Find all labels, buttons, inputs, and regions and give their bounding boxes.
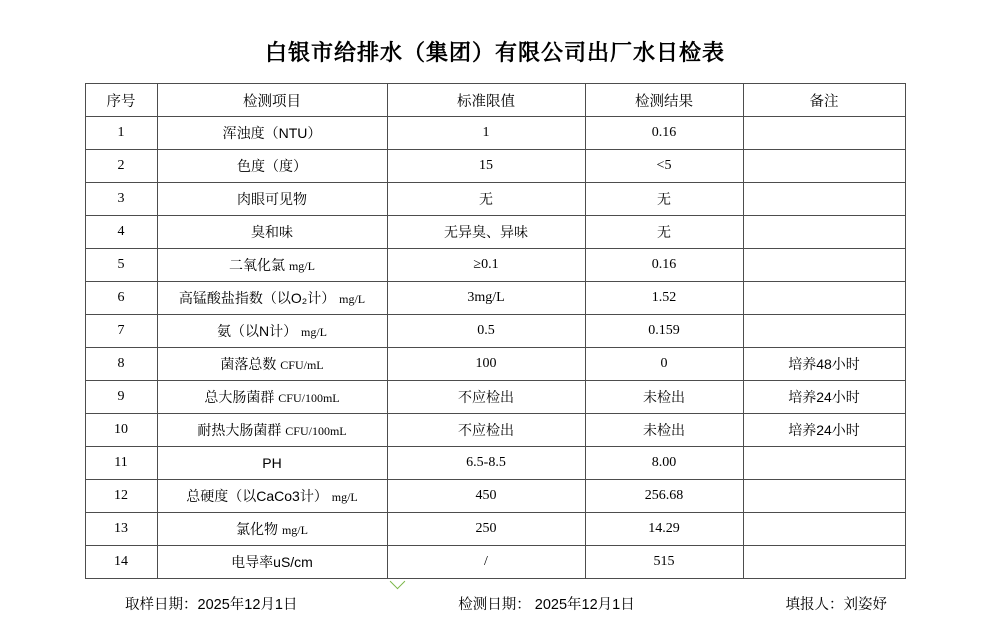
cell-standard: 3mg/L [387,282,585,315]
table-row [85,216,905,249]
cell-note [743,447,905,480]
cell-result: 未检出 [585,414,743,447]
item-name: 总大肠菌群 [204,389,275,405]
item-name: 肉眼可见物 [237,191,307,207]
cell-item [157,150,387,183]
column-header-no: 序号 [85,84,157,117]
table-row [85,117,905,150]
cell-standard: ≥0.1 [387,249,585,282]
table-row [85,546,905,579]
cell-note [743,117,905,150]
item-unit: mg/L [288,259,315,273]
cell-item [157,282,387,315]
item-unit: CFU/100mL [278,391,340,405]
cell-no: 12 [85,480,157,513]
table-row [85,249,905,282]
table-row [85,348,905,381]
cell-standard: 15 [387,150,585,183]
table-row [85,480,905,513]
cell-result: 0.16 [585,117,743,150]
cell-no: 3 [85,183,157,216]
cell-item [157,249,387,282]
cell-result: <5 [585,150,743,183]
item-name: 菌落总数 [220,356,277,372]
table-row [85,414,905,447]
page-title: 白银市给排水（集团）有限公司出厂水日检表 [264,40,725,65]
table-row [85,183,905,216]
cell-item [157,183,387,216]
cell-item [157,414,387,447]
cell-item [157,315,387,348]
item-name: 高锰酸盐指数（以O₂计） [178,290,336,306]
cell-note [743,513,905,546]
item-unit: mg/L [301,325,327,339]
cell-result: 0.16 [585,249,743,282]
table-header [85,84,905,117]
cell-note [743,150,905,183]
cell-no: 13 [85,513,157,546]
item-name: 电导率uS/cm [231,554,313,570]
item-unit: CFU/100mL [285,424,347,438]
cell-item [157,513,387,546]
cell-no: 5 [85,249,157,282]
cell-note [743,282,905,315]
cell-item [157,381,387,414]
reporter-name: 填报人：刘姿妤 [785,597,887,613]
cell-note [743,546,905,579]
cell-note [743,183,905,216]
item-name: 臭和味 [251,224,293,240]
cell-standard: 无 [387,183,585,216]
water-quality-table [85,83,906,579]
sampling-date: 取样日期：2025年12月1日 [125,597,298,613]
cell-no: 1 [85,117,157,150]
cell-no: 10 [85,414,157,447]
cell-note [743,480,905,513]
item-name: 色度（度） [237,158,307,174]
cell-result: 未检出 [585,381,743,414]
cell-result: 515 [585,546,743,579]
cell-no: 7 [85,315,157,348]
table-row [85,282,905,315]
cell-no: 2 [85,150,157,183]
table-body [85,117,905,579]
cell-no: 11 [85,447,157,480]
cell-standard: 0.5 [387,315,585,348]
document-footer [85,579,905,614]
cell-standard: / [387,546,585,579]
item-name: 二氧化氯 [229,257,286,273]
cell-item [157,117,387,150]
cell-item [157,480,387,513]
cell-item [157,546,387,579]
testing-date: 检测日期： 2025年12月1日 [458,597,635,613]
cell-result: 14.29 [585,513,743,546]
item-unit: mg/L [281,523,308,537]
cell-note: 培养24小时 [743,414,905,447]
cell-no: 9 [85,381,157,414]
cell-note: 培养48小时 [743,348,905,381]
table-header-row [85,84,905,117]
cell-result: 无 [585,183,743,216]
cell-note [743,249,905,282]
cell-no: 14 [85,546,157,579]
item-unit: CFU/mL [280,358,324,372]
column-header-result: 检测结果 [585,84,743,117]
table-row [85,513,905,546]
cell-no: 8 [85,348,157,381]
cell-standard: 100 [387,348,585,381]
cell-standard: 无异臭、异味 [387,216,585,249]
cell-standard: 1 [387,117,585,150]
cell-item [157,216,387,249]
column-header-note: 备注 [743,84,905,117]
cell-standard: 不应检出 [387,381,585,414]
column-header-item: 检测项目 [157,84,387,117]
item-name: 氯化物 [236,521,279,537]
cell-result: 无 [585,216,743,249]
cell-item [157,447,387,480]
cell-result: 1.52 [585,282,743,315]
cell-note [743,315,905,348]
item-name: 氨（以N计） [216,323,298,339]
cell-note: 培养24小时 [743,381,905,414]
item-unit: mg/L [339,292,366,306]
table-row [85,315,905,348]
cell-result: 8.00 [585,447,743,480]
cell-no: 6 [85,282,157,315]
cell-no: 4 [85,216,157,249]
cell-standard: 不应检出 [387,414,585,447]
table-row [85,381,905,414]
cell-standard: 250 [387,513,585,546]
cell-standard: 6.5-8.5 [387,447,585,480]
item-unit: mg/L [331,490,358,504]
item-name: 耐热大肠菌群 [197,422,282,438]
item-name: PH [262,454,282,471]
cell-result: 0 [585,348,743,381]
column-header-standard: 标准限值 [387,84,585,117]
table-row [85,447,905,480]
item-name: 浑浊度（NTU） [222,125,322,141]
cell-standard: 450 [387,480,585,513]
cell-item [157,348,387,381]
item-name: 总硬度（以CaCo3计） [186,488,328,504]
cell-result: 0.159 [585,315,743,348]
cell-note [743,216,905,249]
table-row [85,150,905,183]
cell-result: 256.68 [585,480,743,513]
